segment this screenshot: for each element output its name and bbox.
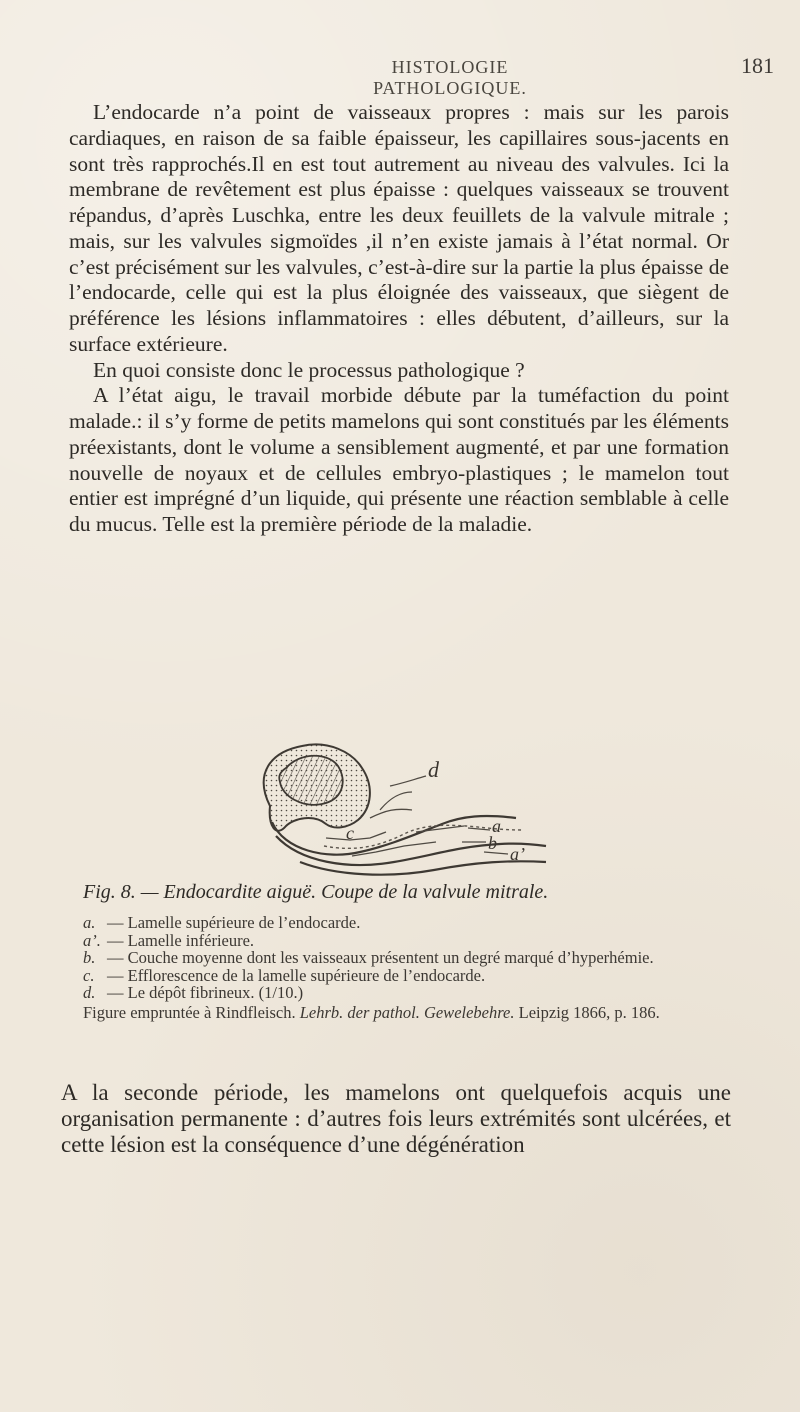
vessel-line-3 — [370, 809, 412, 818]
figure-label-b: b — [488, 833, 497, 853]
figure-source — [83, 1004, 733, 1022]
legend-item-a — [83, 914, 733, 932]
upper-lamella-line — [272, 816, 516, 855]
legend-key-d: d. — [83, 983, 96, 1003]
figure-label-d: d — [428, 757, 439, 782]
figure-label-c: c — [346, 823, 354, 843]
paragraph-3: A l’état aigu, le travail morbide débute par la tuméfaction du point malade.: il s’y forme de petits mamelons qui sont constitués par les éléments préexistants, dont le volume a sensiblement augmenté, et par une formation nouvelle de noyaux et de cellules embryo-plastiques ; le mamelon tout entier est imprégné d’un liquide, qui présente une réaction semblable à celle du mucus. Telle est la première période de la maladie. — [69, 383, 729, 536]
legend-key-c: c. — [83, 965, 95, 985]
figure-endocarditis-illustration — [230, 734, 560, 880]
legend-item-d — [83, 984, 733, 1002]
source-suffix: Leipzig 1866, p. 186. — [514, 1002, 660, 1022]
figure-label-a-prime: a’ — [510, 844, 525, 864]
vessel-line-1 — [326, 832, 386, 840]
vessel-line-2 — [352, 842, 436, 856]
legend-key-a-prime: a’. — [83, 930, 101, 950]
legend-text-c: — Efflorescence de la lamelle supérieure de l’endocarde. — [107, 965, 486, 985]
legend-text-a-prime: — Lamelle inférieure. — [107, 930, 255, 950]
legend-item-c — [83, 967, 733, 985]
vessel-line-4 — [380, 792, 412, 810]
continuation-text — [61, 1080, 731, 1158]
paragraph-2: En quoi consiste donc le processus pathologique ? — [93, 357, 525, 382]
figure-legend — [83, 914, 733, 1022]
page-number: 181 — [741, 53, 774, 78]
legend-key-b: b. — [83, 948, 96, 968]
illustration-group — [264, 744, 546, 874]
paragraph-1: L’endocarde n’a point de vaisseaux propres : mais sur les parois cardiaques, en raison de sa faible épaisseur, les capillaires sous-jacents en sont très rapprochés.Il en est tout autrement au niveau des valvules. Ici la membrane de revêtement est plus épaisse : quelques vaisseaux se trouvent répandus, d’après Luschka, entre les deux feuillets de la valvule mitrale ; mais, sur les valvules sigmoïdes ,il n’en existe jamais à l’état normal. Or c’est précisément sur les valvules, c’est-à-dire sur la partie la plus épaisse de l’endocarde, celle qui est la plus éloignée des vaisseaux, que siègent de préférence les lésions inflammatoires : elles débutent, d’ailleurs, sur la surface extérieure. — [69, 100, 729, 356]
page-header — [0, 51, 800, 98]
legend-key-a: a. — [83, 913, 96, 932]
legend-item-a-prime — [83, 932, 733, 950]
leader-line-a — [468, 828, 490, 830]
legend-item-b — [83, 949, 733, 967]
leader-line-d — [390, 776, 426, 786]
running-head: HISTOLOGIE PATHOLOGIQUE. — [373, 57, 527, 98]
legend-text-a: — Lamelle supérieure de l’endocarde. — [107, 913, 361, 932]
figure-caption: Fig. 8. — Endocardite aiguë. Coupe de la valvule mitrale. — [83, 881, 549, 903]
legend-text-b: — Couche moyenne dont les vaisseaux présentent un degré marqué d’hyperhémie. — [107, 948, 654, 968]
legend-text-d: — Le dépôt fibrineux. (1/10.) — [107, 983, 304, 1003]
main-text — [69, 100, 729, 538]
figure-label-a: a — [492, 816, 501, 836]
bottom-paragraph: A la seconde période, les mamelons ont quelquefois acquis une organisation permanente : d’autres fois leurs extrémités sont ulcérées, et cette lésion est la conséquence d’une dégénération — [61, 1080, 731, 1157]
mitral-valve-section-illustration — [230, 734, 560, 880]
source-italic: Lehrb. der pathol. Gewelebehre. — [299, 1002, 515, 1022]
source-prefix: Figure empruntée à Rindfleisch. — [83, 1002, 300, 1022]
